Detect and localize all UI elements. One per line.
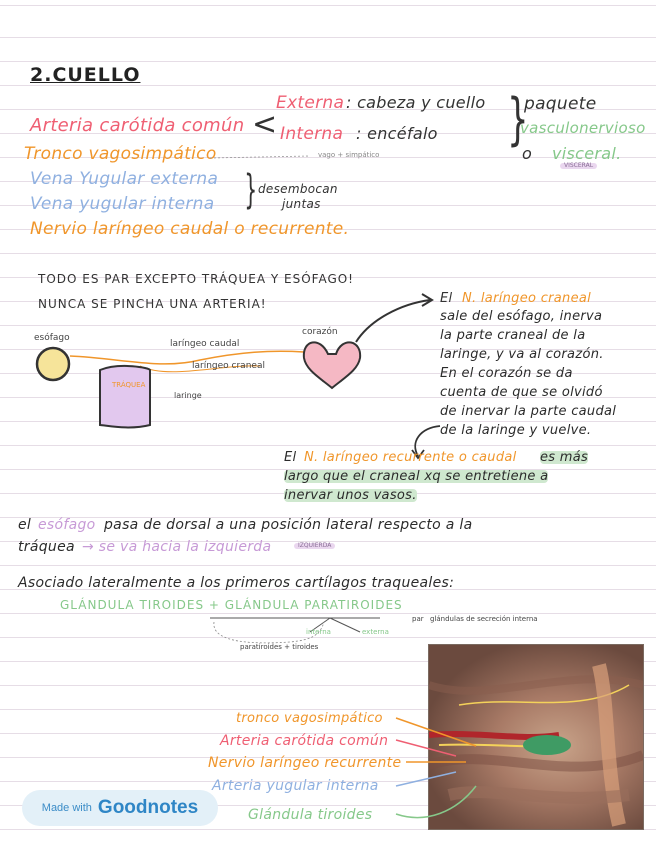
craneal-line-7: de la laringe y vuelve. [440, 423, 592, 438]
recurrente-rest-1: es más [540, 450, 589, 465]
nervio-laringeo: Nervio laríngeo caudal o recurrente. [30, 219, 350, 239]
vena-yugular-interna: Vena yugular interna [30, 194, 215, 214]
carotid-interna-text: : encéfalo [356, 124, 438, 143]
laringeo-caudal-nerve [70, 351, 304, 364]
goodnotes-badge[interactable] [22, 790, 218, 826]
esofago-rest: pasa de dorsal a una posición lateral respecto a la [104, 517, 473, 533]
tronco-vagosimpatico: Tronco vagosimpático [24, 144, 217, 164]
venas-brace: } [244, 167, 258, 213]
o-text: o [522, 144, 533, 163]
carotid-interna-label: Interna [280, 124, 344, 144]
label-glandula-tiroides: Glándula tiroides [248, 807, 373, 823]
asociado-text: Asociado lateralmente a los primeros cartílagos traqueales: [18, 575, 455, 591]
craneal-line-4: En el corazón se da [440, 366, 573, 381]
gland-externa: externa [362, 628, 389, 636]
traquea-shape [100, 366, 150, 428]
note-nunca-se-pincha: NUNCA SE PINCHA UNA ARTERIA! [38, 297, 267, 311]
diagram-label-laringe: laringe [174, 391, 202, 400]
craneal-line-6: de inervar la parte caudal [440, 404, 617, 419]
tronco-note: vago + simpático [318, 151, 380, 159]
esofago-izquierda: → se va hacia la izquierda [82, 539, 272, 555]
badge-made-with: Made with [41, 802, 92, 814]
carotid-externa-label: Externa [276, 93, 345, 113]
diagram-label-laringeo-caudal: laríngeo caudal [170, 339, 240, 349]
diagram-label-esofago: esófago [34, 333, 70, 343]
vena-yugular-externa: Vena Yugular externa [30, 169, 219, 189]
visceral-tag: VISCERAL [560, 163, 597, 169]
paquete-text: paquete [524, 94, 597, 114]
vasculonervioso-text: vasculonervioso [520, 119, 646, 137]
desembocan-text: desembocan [258, 182, 338, 196]
recurrente-line-3: inervar unos vasos. [284, 488, 417, 503]
craneal-name: N. laríngeo craneal [462, 291, 592, 306]
tronco-dotted-line [210, 152, 330, 162]
carotid-bracket: < [252, 107, 278, 142]
esofago-izq-tag: IZQUIERDA [294, 543, 335, 549]
glandulas-text: GLÁNDULA TIROIDES + GLÁNDULA PARATIROIDES [60, 598, 403, 612]
carotid-externa-text: : cabeza y cuello [346, 93, 486, 112]
gland-left-note: paratiroides + tiroides [240, 643, 319, 651]
diagram-label-corazon: corazón [302, 327, 338, 337]
esofago-el: el [18, 517, 32, 533]
label-arteria-carotida: Arteria carótida común [220, 733, 389, 749]
label-nervio-recurrente: Nervio laríngeo recurrente [208, 755, 402, 771]
section-heading: 2.CUELLO [30, 64, 141, 86]
badge-brand: Goodnotes [97, 797, 199, 818]
craneal-line-2: la parte craneal de la [440, 328, 586, 343]
label-arteria-yugular: Arteria yugular interna [212, 778, 379, 794]
gland-interna: interna [306, 628, 331, 636]
esofago-traquea: tráquea [18, 539, 75, 555]
diagram-label-laringeo-craneal: laríngeo craneal [192, 361, 265, 371]
gland-right-note: glándulas de secreción interna [430, 615, 538, 623]
craneal-line-5: cuenta de que se olvidó [440, 385, 603, 400]
esofago-circle [37, 348, 69, 380]
label-tronco: tronco vagosimpático [236, 711, 383, 726]
gland-par: par [412, 615, 424, 623]
heart-arrow [350, 290, 440, 350]
esofago-word: esófago [38, 517, 96, 533]
diagram-label-traquea: TRÁQUEA [112, 381, 146, 389]
juntas-text: juntas [282, 197, 321, 211]
craneal-line-3: laringe, y va al corazón. [440, 347, 604, 362]
arteria-carotida-comun: Arteria carótida común [30, 115, 245, 136]
recurrente-el: El [284, 450, 297, 465]
craneal-line-1: sale del esófago, inerva [440, 309, 603, 324]
recurrente-line-2: largo que el craneal xq se entretiene a [284, 469, 549, 484]
craneal-el: El [440, 291, 453, 306]
visceral-text: visceral. [552, 144, 622, 163]
paquete-brace: } [507, 87, 529, 152]
note-todo-es-par: TODO ES PAR EXCEPTO TRÁQUEA Y ESÓFAGO! [38, 272, 354, 286]
label-leader-lines [396, 716, 486, 836]
recurrente-name: N. laríngeo recurrente o caudal [304, 450, 517, 465]
